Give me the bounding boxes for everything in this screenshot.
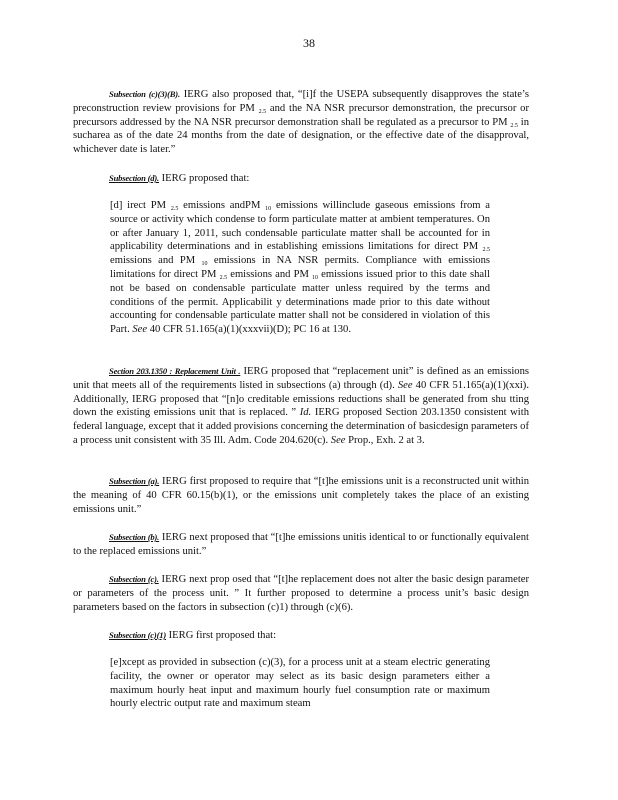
paragraph-text: Prop., Exh. 2 at 3.: [348, 434, 425, 446]
citation-signal: See: [397, 379, 413, 391]
page-number: 38: [303, 36, 315, 50]
paragraph-text: IERG next proposed that “[t]he emissions unitis identical to or functionally equivalent to the replaced emissions unit.”: [73, 532, 529, 557]
subsection-label: Subsection (c)(3)(B).: [109, 89, 180, 99]
paragraph-text: IERG first proposed to require that “[t]he emissions unit is a reconstructed unit within the meaning of 40 CFR 60.15(b)(1), or the emissions unit completely takes the place of an existing emissions unit.”: [73, 476, 529, 515]
block-quote-basic-design: [110, 656, 490, 711]
paragraph-section-203-1350: [73, 365, 529, 448]
paragraph-text: IERG proposed that:: [161, 173, 250, 184]
paragraph-text: IERG also proposed that, “[i]f the USEPA subsequently disapproves the state’s preconstruction review provisions for PM $_{2.5}$ and the NA NSR precursor demonstration, the precursor or precursors addressed by the NA NSR precursor demonstration shall be regulated as a precursor to PM $_{2.5}$ in sucharea as of the date 24 months from the date of designation, or the effective date of the disapproval, whichever date is later.”: [73, 89, 529, 156]
paragraph-text: 40 CFR 51.165(a)(1)(xxi). Additionally, IERG proposed that “[n]o creditable emissions reductions shall be generated from shu tting down the existing emissions unit that is replaced. ”: [73, 379, 529, 419]
citation: 40 CFR 51.165(a)(1)(xxxvii)(D); PC 16 at 130.: [149, 324, 352, 336]
subsection-label: Subsection (c).: [109, 574, 159, 584]
paragraph-text: IERG next prop osed that “[t]he replacement does not alter the basic design parameter or parameters of the process unit. ” It further proposed to determine a process unit’s basic design parameters based on the factors in subsection (c)1) through (c)(6).: [73, 574, 529, 613]
subsection-label: Subsection (b).: [109, 532, 160, 542]
paragraph-subsection-b: [73, 531, 529, 559]
paragraph-subsection-d: [73, 172, 529, 186]
paragraph-text: IERG first proposed that:: [168, 630, 277, 641]
section-label: Section 203.1350 : Replacement Unit .: [109, 366, 241, 376]
subsection-label: Subsection (a).: [109, 476, 160, 486]
paragraph-subsection-c3b: [73, 88, 529, 157]
quote-text: [d] irect PM $_{2.5}$ emissions andPM $_{10}$ emissions willinclude gaseous emissions from a source or activity which condense to form particulate matter at ambient temperatures. On or after January 1, 2011, such condensable particulate matter shall be accounted for in applicability determinations and in establishing emissions limitations for direct PM $_{2.5}$ emissions and PM $_{10}$ emissions in NA NSR permits. Compliance with emissions limitations for direct PM $_{2.5}$ emissions and PM $_{10}$ emissions issued prior to this date shall not be based on condensable particulate matter unless required by the terms and conditions of the permit. Applicabilit y determinations made prior to this date without accounting for condensable particulate matter shall not be considered in violation of this Part.: [110, 200, 491, 336]
paragraph-subsection-a: [73, 475, 529, 516]
subsection-label: Subsection (c)(1): [109, 630, 166, 640]
citation-id: Id.: [299, 407, 312, 419]
paragraph-text: IERG proposed Section 203.1350 consistent with federal language, except that it added provisions concerning the determination of basicdesign parameters of a process unit consistent with 35 Ill. Adm. Code 204.620(c).: [73, 407, 529, 446]
paragraph-subsection-c: [73, 573, 529, 614]
citation-signal: See: [132, 324, 148, 336]
paragraph-text: IERG proposed that “replacement unit” is defined as an emissions unit that meets all of the requirements listed in subsections (a) through (d).: [73, 366, 529, 391]
subsection-label: Subsection (d).: [109, 173, 159, 183]
quote-text: [e]xcept as provided in subsection (c)(3), for a process unit at a steam electric generating facility, the owner or operator may select as its basic design parameters either a maximum hourly heat input and maximum hourly fuel consumption rate or maximum hourly electric output rate and maximum steam: [110, 657, 490, 710]
citation-signal: See: [330, 434, 346, 446]
paragraph-subsection-c1: [73, 629, 529, 643]
block-quote-condensable: [110, 199, 490, 337]
